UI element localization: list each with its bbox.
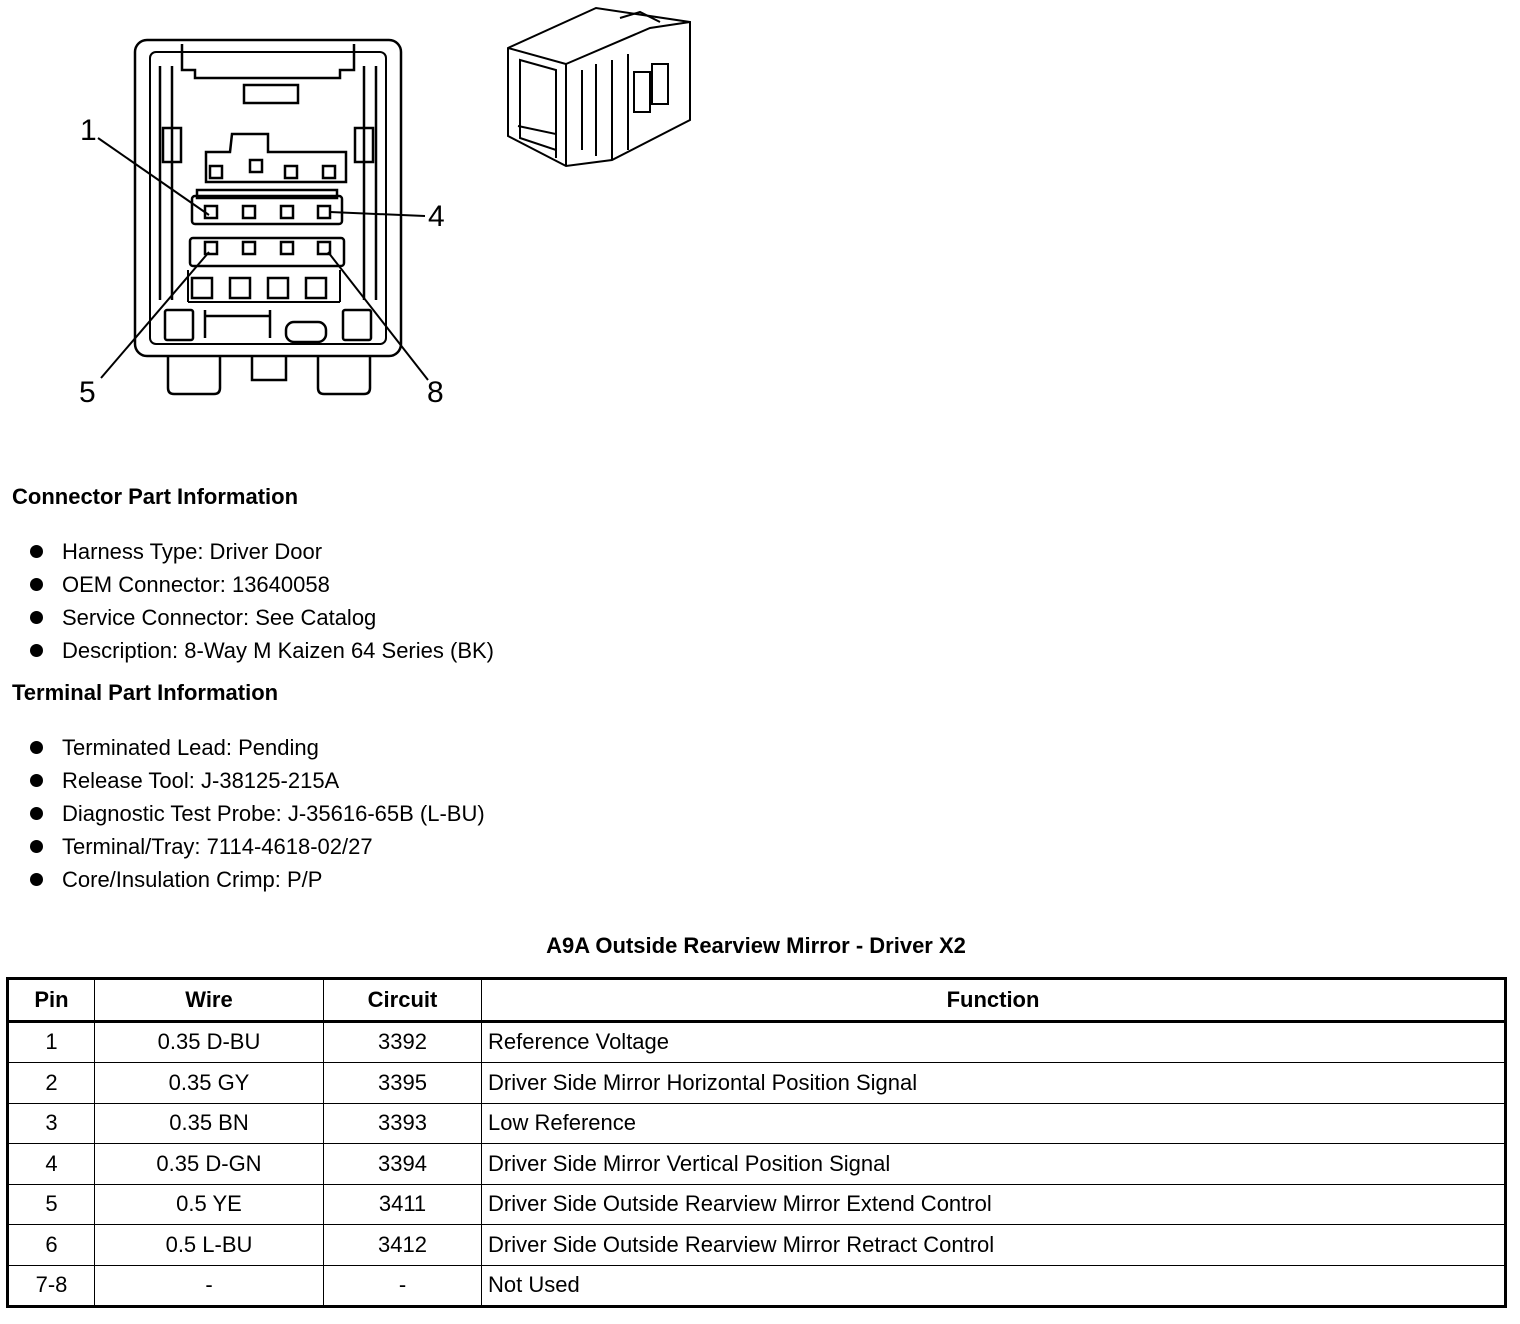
table-header-row [8, 979, 1506, 1022]
list-item: Release Tool: J-38125-215A [28, 764, 485, 797]
terminal-part-info-heading: Terminal Part Information [12, 680, 279, 705]
pin-label-4: 4 [428, 200, 445, 233]
table-title: A9A Outside Rearview Mirror - Driver X2 [546, 933, 966, 958]
cell-function: Driver Side Mirror Horizontal Position Signal [482, 1063, 1506, 1104]
header-pin: Pin [8, 979, 95, 1022]
connector-3d-view [508, 8, 690, 166]
list-item: OEM Connector: 13640058 [28, 568, 494, 601]
terminal-part-info-list [28, 731, 485, 896]
cell-wire: 0.5 YE [95, 1184, 324, 1225]
cell-pin: 5 [8, 1184, 95, 1225]
cell-wire: - [95, 1265, 324, 1307]
connector-part-info-heading: Connector Part Information [12, 484, 299, 509]
pin-label-8: 8 [427, 376, 444, 409]
list-item: Harness Type: Driver Door [28, 535, 494, 568]
cell-wire: 0.35 D-BU [95, 1021, 324, 1063]
connector-part-info-list [28, 535, 494, 667]
list-item: Description: 8-Way M Kaizen 64 Series (BK) [28, 634, 494, 667]
list-item: Service Connector: See Catalog [28, 601, 494, 634]
cell-pin: 7-8 [8, 1265, 95, 1307]
header-circuit: Circuit [324, 979, 482, 1022]
table-row [8, 1021, 1506, 1063]
cell-wire: 0.35 BN [95, 1103, 324, 1144]
header-wire: Wire [95, 979, 324, 1022]
pin-label-5: 5 [79, 376, 96, 409]
cell-circuit: 3393 [324, 1103, 482, 1144]
list-item: Core/Insulation Crimp: P/P [28, 863, 485, 896]
connector-face-drawing [0, 0, 720, 420]
cell-wire: 0.35 D-GN [95, 1144, 324, 1185]
list-item: Diagnostic Test Probe: J-35616-65B (L-BU) [28, 797, 485, 830]
cell-pin: 3 [8, 1103, 95, 1144]
cell-function: Not Used [482, 1265, 1506, 1307]
cell-function: Low Reference [482, 1103, 1506, 1144]
cell-circuit: 3394 [324, 1144, 482, 1185]
cell-pin: 6 [8, 1225, 95, 1266]
list-item: Terminal/Tray: 7114-4618-02/27 [28, 830, 485, 863]
cell-function: Driver Side Outside Rearview Mirror Extend Control [482, 1184, 1506, 1225]
table-row [8, 1144, 1506, 1185]
table-row [8, 1063, 1506, 1104]
table-row [8, 1103, 1506, 1144]
cell-circuit: 3392 [324, 1021, 482, 1063]
cell-pin: 2 [8, 1063, 95, 1104]
table-row [8, 1184, 1506, 1225]
cell-pin: 1 [8, 1021, 95, 1063]
cell-circuit: - [324, 1265, 482, 1307]
cell-circuit: 3412 [324, 1225, 482, 1266]
cell-wire: 0.5 L-BU [95, 1225, 324, 1266]
cell-function: Driver Side Mirror Vertical Position Signal [482, 1144, 1506, 1185]
connector-diagram [0, 0, 720, 420]
cell-pin: 4 [8, 1144, 95, 1185]
cell-circuit: 3411 [324, 1184, 482, 1225]
table-row [8, 1225, 1506, 1266]
header-function: Function [482, 979, 1506, 1022]
cell-function: Driver Side Outside Rearview Mirror Retract Control [482, 1225, 1506, 1266]
table-row [8, 1265, 1506, 1307]
list-item: Terminated Lead: Pending [28, 731, 485, 764]
pin-label-1: 1 [80, 114, 97, 147]
cell-function: Reference Voltage [482, 1021, 1506, 1063]
cell-wire: 0.35 GY [95, 1063, 324, 1104]
pinout-table [6, 977, 1507, 1308]
cell-circuit: 3395 [324, 1063, 482, 1104]
